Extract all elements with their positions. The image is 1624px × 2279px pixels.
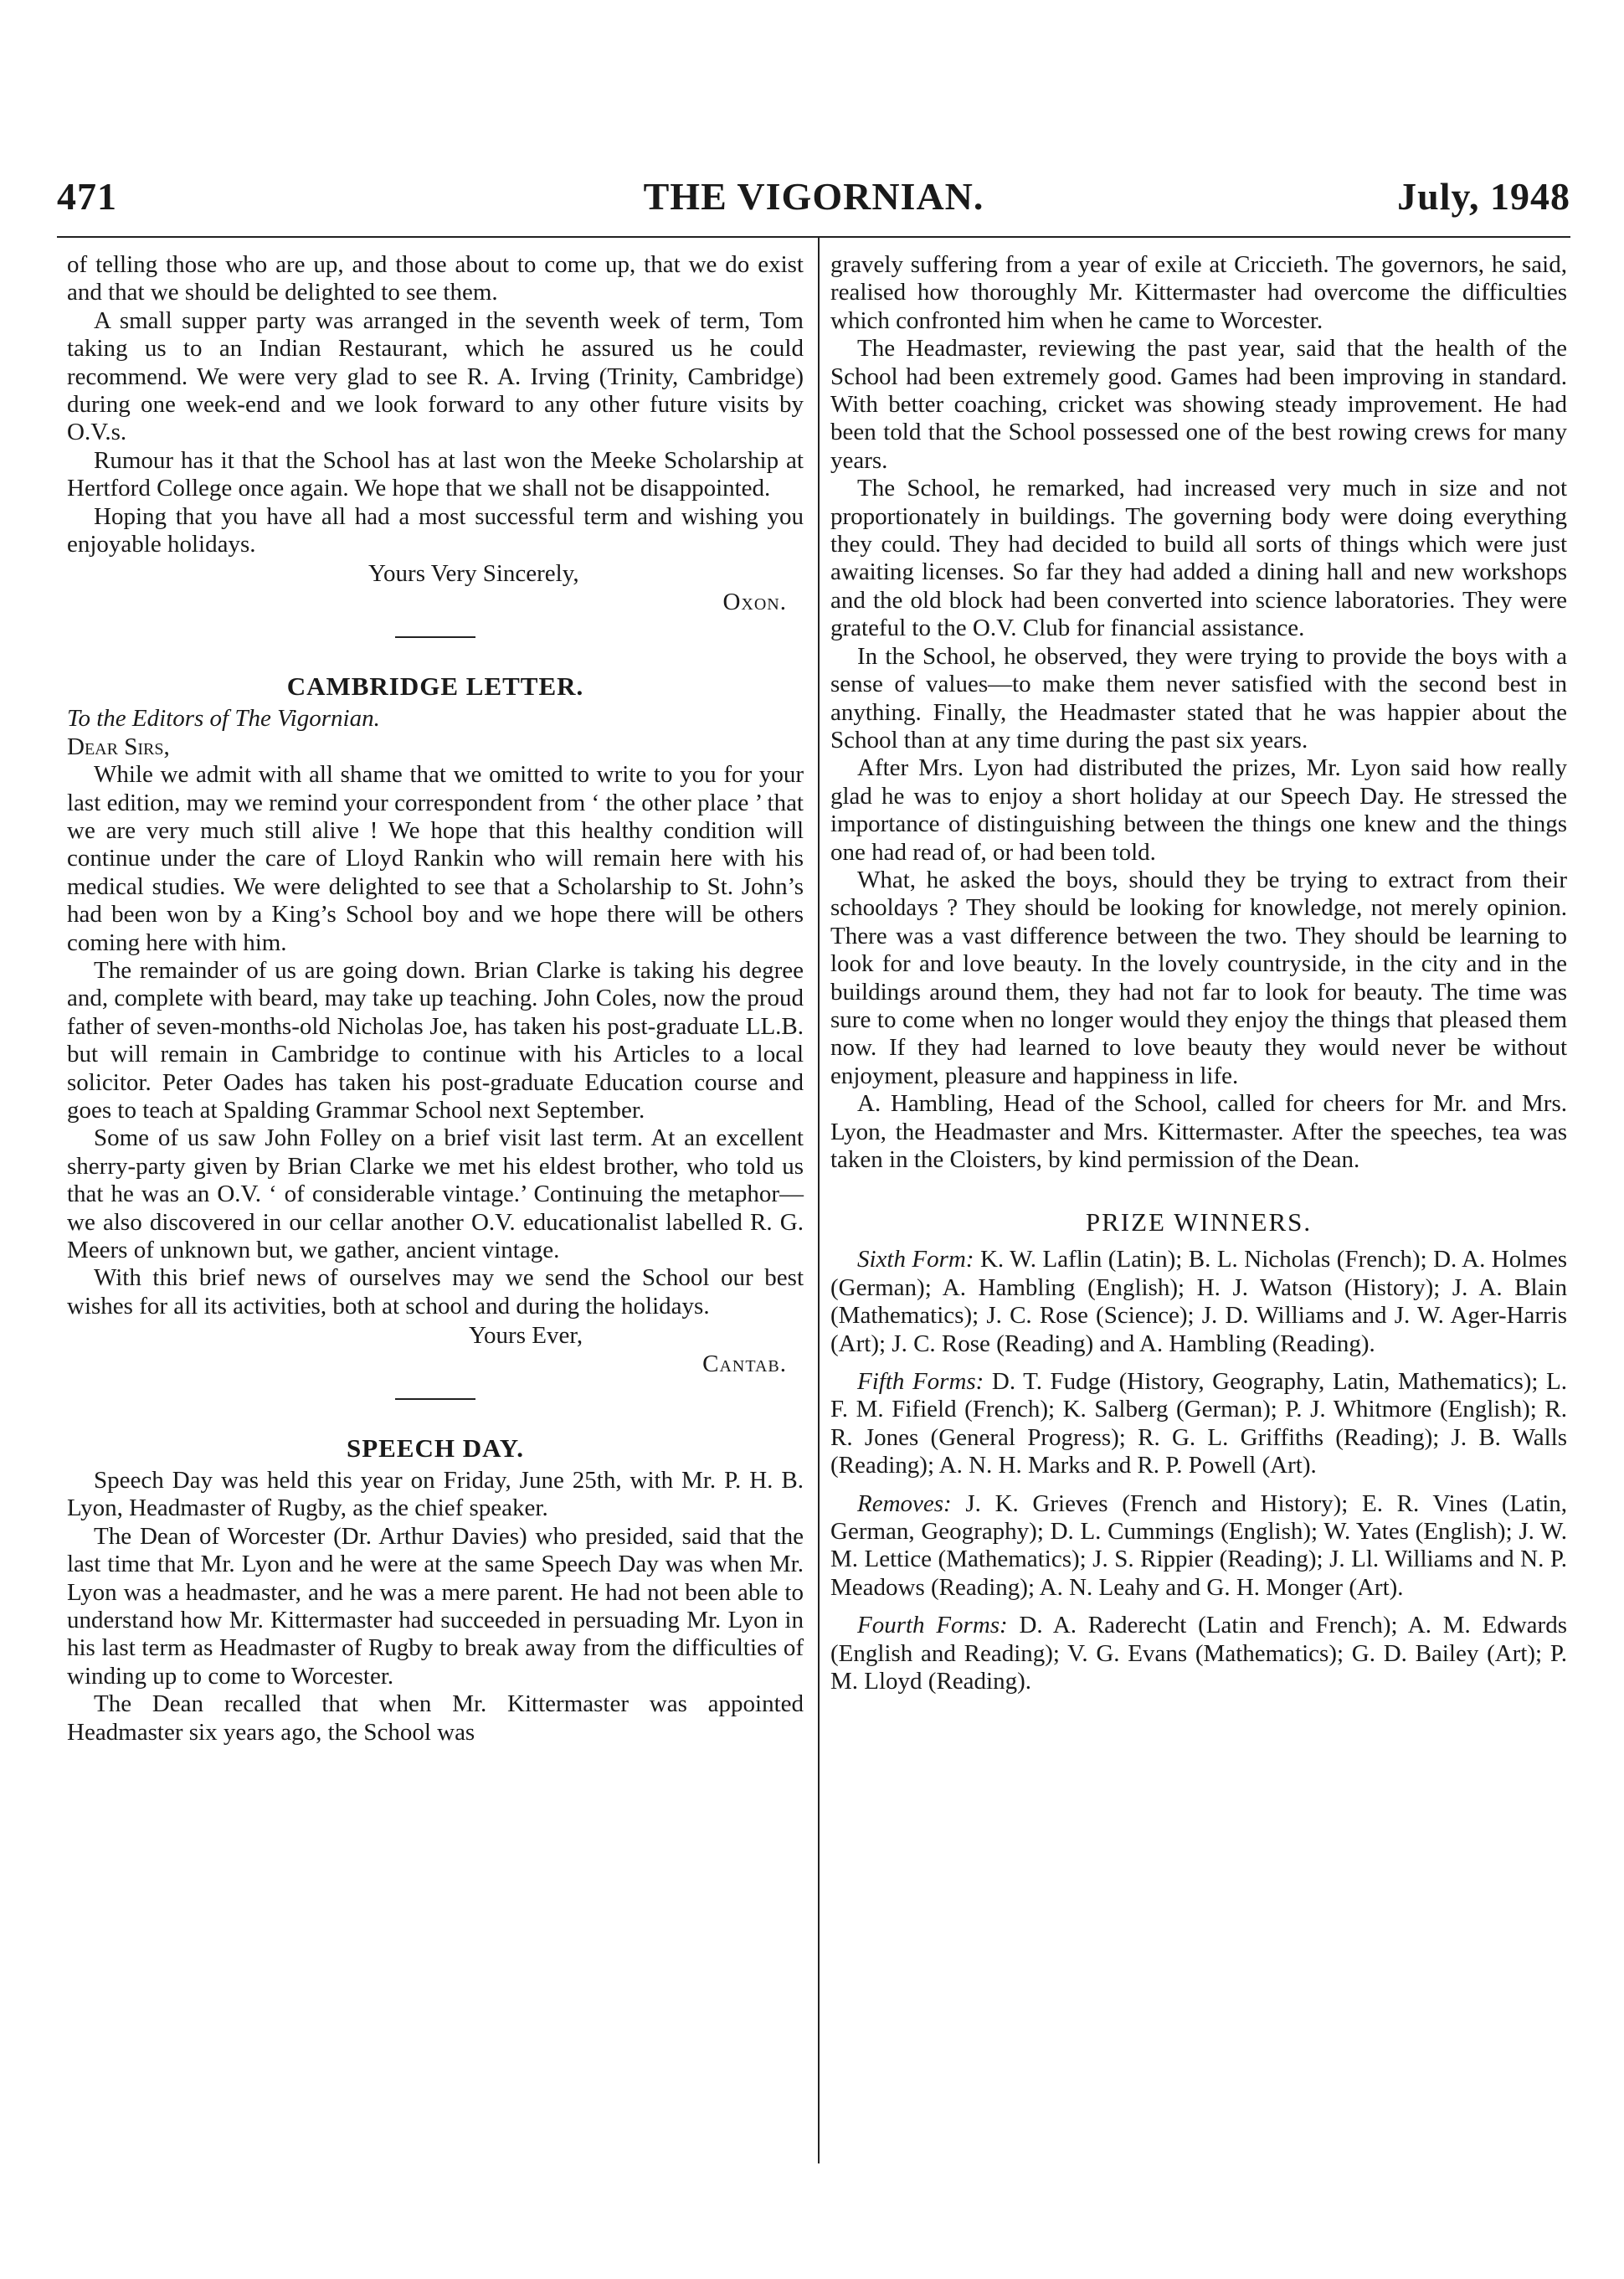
winners-list: J. K. Grieves (French and History); E. R. Vines (Latin, German, Geography); D. L. Cummings (English); W. Yates (English); J. W. M. Lettice (Mathematics); J. S. Rippier (Reading); J. Ll. Williams and N. P. Meadows (Reading); A. N. Leahy and G. H. Monger (Art). [830, 1489, 1567, 1601]
paragraph: gravely suffering from a year of exile at Criccieth. The governors, he said, realised how thoroughly Mr. Kittermaster had overcome the difficulties which confronted him when he came to Worcester. [830, 251, 1567, 334]
winners-list: K. W. Laflin (Latin); B. L. Nicholas (French); D. A. Holmes (German); A. Hambling (English); H. J. Watson (History); J. A. Blain (Mathematics); J. C. Rose (Science); J. D. Williams and J. W. Ager-Harris (Art); J. C. Rose (Reading) and A. Hambling (Reading). [830, 1246, 1567, 1357]
form-label: Fifth Forms: [857, 1368, 984, 1396]
paragraph: What, he asked the boys, should they be trying to extract from their schooldays ? They should be looking for knowledge, not merely opinion. There was a vast difference between the two. They should be learning to look for and love beauty. In the lovely countryside, in the city and in the buildings around them, they had not far to look for beauty. The time was sure to come when no longer would they enjoy the things that pleased them now. If they had learned to love beauty they would never be without enjoyment, pleasure and happiness in life. [830, 866, 1567, 1089]
form-label: Fourth Forms: [857, 1612, 1008, 1639]
left-column [67, 251, 804, 1747]
paragraph: of telling those who are up, and those about to come up, that we do exist and that we should be delighted to see them. [67, 251, 804, 306]
paragraph: While we admit with all shame that we omitted to write to you for your last edition, may we remind your correspondent from ‘ the other place ’ that we are very much still alive ! We hope that this healthy condition will continue under the care of Lloyd Rankin who will remain here with his medical studies. We were delighted to see that a Scholarship to St. John’s had been won by a King’s School boy and we hope there will be others coming here with him. [67, 761, 804, 956]
section-heading: PRIZE WINNERS. [1085, 1207, 1313, 1237]
closing: Yours Very Sincerely, [368, 560, 579, 588]
addressee: To the Editors of The Vigornian. [67, 705, 380, 733]
paragraph: Hoping that you have all had a most successful term and wishing you enjoyable holidays. [67, 502, 804, 558]
paragraph: A small supper party was arranged in the seventh week of term, Tom taking us to an Indian Restaurant, which he assured us he could recommend. We were very glad to see R. A. Irving (Trinity, Cambridge) during one week-end and we look forward to any other future visits by O.V.s. [67, 306, 804, 446]
prize-entry [830, 1612, 1567, 1695]
paragraph: Rumour has it that the School has at last won the Meeke Scholarship at Hertford College once again. We hope that we shall not be disappointed. [67, 446, 804, 502]
section-separator [395, 636, 475, 638]
signature: Cantab. [702, 1350, 787, 1377]
paragraph: With this brief news of ourselves may we send the School our best wishes for all its activities, both at school and during the holidays. [67, 1264, 804, 1320]
column-divider [818, 238, 820, 2163]
paragraph: The remainder of us are going down. Brian Clarke is taking his degree and, complete with beard, may take up teaching. John Coles, now the proud father of seven-months-old Nicholas Joe, has taken his post-graduate LL.B. but will remain in Cambridge to continue with his Articles to a local solicitor. Peter Oades has taken his post-graduate Education course and goes to teach at Spalding Grammar School next September. [67, 956, 804, 1124]
paragraph: A. Hambling, Head of the School, called for cheers for Mr. and Mrs. Lyon, the Headmaster and Mrs. Kittermaster. After the speeches, tea was taken in the Cloisters, by kind permission of the Dean. [830, 1090, 1567, 1173]
paragraph: After Mrs. Lyon had distributed the prizes, Mr. Lyon said how really glad he was to enjoy a short holiday at our Speech Day. He stressed the importance of distinguishing between the things one knew and the things one had read of, or had been told. [830, 754, 1567, 866]
speech-day-continued [830, 251, 1567, 1174]
section-separator [395, 1398, 475, 1400]
page-header [57, 167, 1570, 226]
salutation: Dear Sirs, [67, 733, 170, 760]
form-label: Sixth Form: [857, 1246, 974, 1273]
winners-list: D. A. Raderecht (Latin and French); A. M. Edwards (English and Reading); V. G. Evans (Mathematics); G. D. Bailey (Art); P. M. Lloyd (Reading). [830, 1612, 1567, 1695]
section-heading: CAMBRIDGE LETTER. [286, 671, 584, 702]
signature: Oxon. [722, 588, 787, 615]
paragraph: Some of us saw John Folley on a brief visit last term. At an excellent sherry-party given by Brian Clarke we met his eldest brother, who told us that he was an O.V. ‘ of considerable vintage.’ Continuing the metaphor—we also discovered in our cellar another O.V. educationalist labelled R. G. Meers of unknown but, we gather, ancient vintage. [67, 1124, 804, 1263]
form-label: Removes: [857, 1489, 952, 1517]
right-column [830, 251, 1567, 1706]
section-heading: SPEECH DAY. [346, 1433, 524, 1464]
header-rule [57, 236, 1570, 238]
paragraph: In the School, he observed, they were trying to provide the boys with a sense of values—to make them never satisfied with the second best in anything. Finally, the Headmaster stated that he was happier about the School than at any time during the past six years. [830, 642, 1567, 754]
letter-signoff [67, 1322, 804, 1378]
paragraph: The School, he remarked, had increased very much in size and not proportionately in buildings. The governing body were doing everything they could. They had decided to build all sorts of things which were just awaiting licenses. So far they had added a dining hall and new workshops and the old block had been converted into science laboratories. They were grateful to the O.V. Club for financial assistance. [830, 475, 1567, 642]
letter-signoff [67, 560, 804, 616]
oxford-letter-continued [67, 251, 804, 616]
paragraph: The Dean of Worcester (Dr. Arthur Davies) who presided, said that the last time that Mr. Lyon and he were at the same Speech Day was when Mr. Lyon was a headmaster, and he was a mere parent. He had not been able to understand how Mr. Kittermaster had succeeded in persuading Mr. Lyon in his last term as Headmaster of Rugby to break away from the difficulties of winding up to come to Worcester. [67, 1522, 804, 1690]
prize-entry [830, 1368, 1567, 1480]
cambridge-letter [67, 671, 804, 1378]
paragraph: Speech Day was held this year on Friday, June 25th, with Mr. P. H. B. Lyon, Headmaster of Rugby, as the chief speaker. [67, 1467, 804, 1522]
page-number: 471 [57, 175, 117, 218]
prize-entry [830, 1246, 1567, 1358]
speech-day-article [67, 1433, 804, 1747]
issue-date: July, 1948 [1397, 175, 1570, 218]
publication-title: THE VIGORNIAN. [643, 175, 984, 218]
closing: Yours Ever, [469, 1322, 583, 1350]
winners-list: D. T. Fudge (History, Geography, Latin, Mathematics); L. F. M. Fifield (French); K. Salberg (German); P. J. Whitmore (English); R. R. Jones (General Progress); R. G. L. Griffiths (Reading); J. B. Walls (Reading); A. N. H. Marks and R. P. Powell (Art). [830, 1368, 1568, 1479]
prize-winners [830, 1207, 1567, 1695]
paragraph: The Headmaster, reviewing the past year, said that the health of the School had been extremely good. Games had been improving in standard. With better coaching, cricket was showing steady improvement. He had been told that the School possessed one of the best rowing crews for many years. [830, 335, 1567, 474]
paragraph: The Dean recalled that when Mr. Kittermaster was appointed Headmaster six years ago, the School was [67, 1690, 804, 1746]
prize-entry [830, 1490, 1567, 1603]
